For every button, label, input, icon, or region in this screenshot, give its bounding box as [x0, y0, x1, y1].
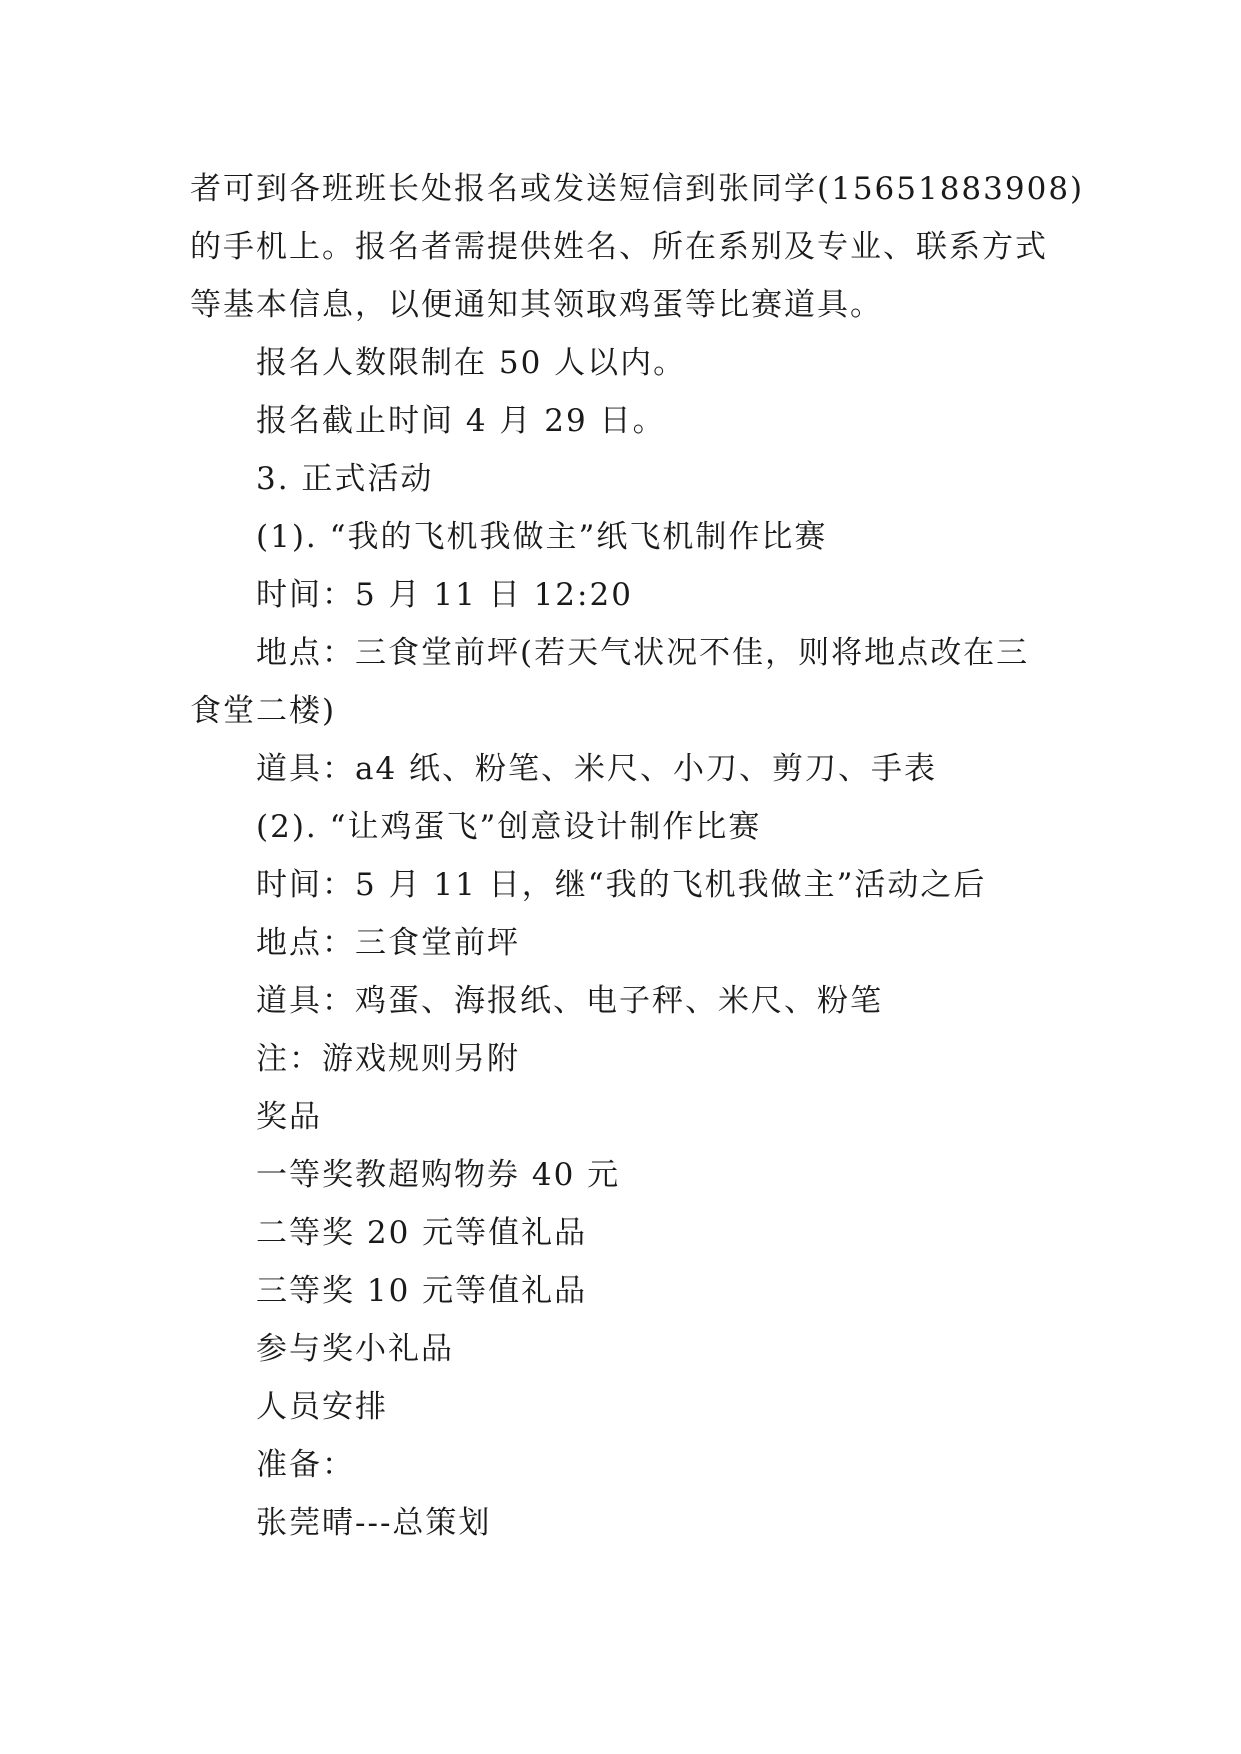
prize-item: 参与奖小礼品	[256, 1331, 454, 1367]
event-props: 道具：鸡蛋、海报纸、电子秤、米尺、粉笔	[256, 983, 883, 1019]
prizes-heading: 奖品	[256, 1099, 322, 1135]
staff-subheading: 准备：	[256, 1447, 355, 1483]
section-heading: 3. 正式活动	[256, 461, 434, 497]
note-line: 注：游戏规则另附	[256, 1041, 520, 1077]
paragraph-line: 的手机上。报名者需提供姓名、所在系别及专业、联系方式	[190, 229, 1048, 265]
event-title: (2). “让鸡蛋飞”创意设计制作比赛	[256, 809, 762, 845]
registration-limit: 报名人数限制在 50 人以内。	[256, 345, 687, 381]
document-body	[190, 160, 1085, 1552]
event-props: 道具：a4 纸、粉笔、米尺、小刀、剪刀、手表	[256, 751, 938, 787]
event-location: 地点：三食堂前坪	[256, 925, 520, 961]
paragraph-line: 者可到各班班长处报名或发送短信到张同学(15651883908)	[190, 171, 1085, 207]
staff-heading: 人员安排	[256, 1389, 388, 1425]
prize-item: 三等奖 10 元等值礼品	[256, 1273, 588, 1309]
prize-item: 二等奖 20 元等值礼品	[256, 1215, 588, 1251]
staff-item: 张莞晴---总策划	[256, 1505, 492, 1541]
event-time: 时间：5 月 11 日 12:20	[256, 577, 633, 613]
event-time: 时间：5 月 11 日，继“我的飞机我做主”活动之后	[256, 867, 987, 903]
event-location-wrap: 食堂二楼)	[190, 693, 337, 729]
registration-deadline: 报名截止时间 4 月 29 日。	[256, 403, 666, 439]
prize-item: 一等奖教超购物券 40 元	[256, 1157, 621, 1193]
event-location: 地点：三食堂前坪(若天气状况不佳，则将地点改在三	[256, 635, 1030, 671]
paragraph-line: 等基本信息，以便通知其领取鸡蛋等比赛道具。	[190, 287, 883, 323]
event-title: (1). “我的飞机我做主”纸飞机制作比赛	[256, 519, 828, 555]
